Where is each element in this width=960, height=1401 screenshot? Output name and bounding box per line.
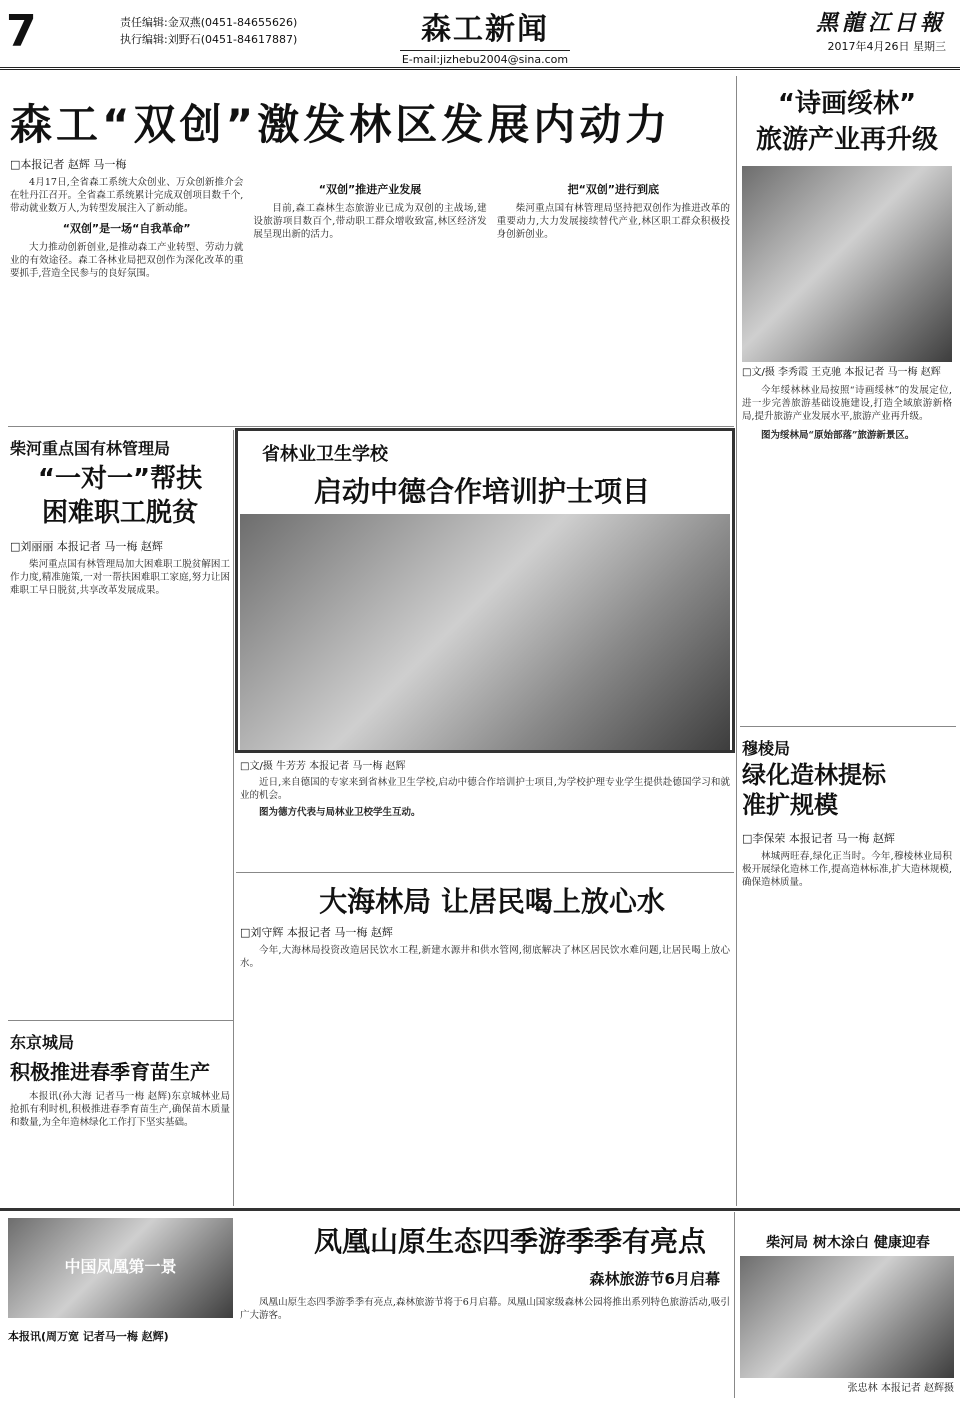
chaihe2-caption: 张忠林 本报记者 赵辉摄 bbox=[847, 1383, 954, 1394]
chaihe-headline-line-2: 困难职工脱贫 bbox=[41, 498, 198, 528]
main-col-2 bbox=[253, 176, 486, 280]
muling-kicker: 穆棱局 bbox=[742, 739, 791, 758]
fenghuang-subheadline: 森林旅游节6月启幕 bbox=[589, 1270, 720, 1288]
divider-fenghuang bbox=[734, 1212, 735, 1398]
fenghuang-body bbox=[240, 1296, 730, 1396]
muling-body bbox=[742, 826, 952, 1202]
editor-line-1: 责任编辑:金双燕(0451-84655626) bbox=[120, 16, 298, 29]
divider-poem bbox=[740, 726, 956, 727]
section-title-box bbox=[400, 4, 570, 66]
muling-headline bbox=[742, 760, 952, 820]
poem-headline bbox=[742, 86, 952, 158]
editor-line-2: 执行编辑:刘野石(0451-84617887) bbox=[120, 33, 298, 46]
masthead bbox=[0, 0, 960, 70]
dahai-body bbox=[240, 920, 730, 1200]
fenghuang-photo-banner: 中国凤凰第一景 bbox=[64, 1257, 177, 1276]
poem-photo bbox=[742, 166, 952, 362]
main-col-1 bbox=[10, 176, 243, 280]
dongjing-body bbox=[10, 1090, 230, 1202]
school-photo bbox=[240, 514, 730, 750]
main-col-3 bbox=[497, 176, 730, 280]
school-body bbox=[240, 776, 730, 868]
chaihe2-photo bbox=[740, 1256, 954, 1378]
chaihe2-headline: 柴河局 树木涂白 健康迎春 bbox=[766, 1235, 930, 1251]
divider-left-column bbox=[233, 430, 234, 1206]
dahai-headline: 大海林局 让居民喝上放心水 bbox=[319, 885, 665, 918]
chaihe-kicker: 柴河重点国有林管理局 bbox=[10, 439, 171, 458]
dahai-para: 今年,大海林局投资改造居民饮水工程,新建水源井和供水管网,彻底解决了林区居民饮水难问题,让居民喝上放心水。 bbox=[240, 945, 730, 969]
main-headline: 森工“双创”激发林区发展内动力 bbox=[10, 100, 672, 149]
poem-para: 今年绥林林业局按照“诗画绥林”的发展定位,进一步完善旅游基础设施建设,打造全域旅游新格局,提升旅游产业发展水平,旅游产业再升级。 bbox=[742, 385, 952, 422]
muling-headline-line-2: 准扩规模 bbox=[742, 791, 838, 819]
poem-photo-caption: □文/摄 李秀霞 王克驰 本报记者 马一梅 赵辉 bbox=[742, 367, 941, 378]
divider-school bbox=[236, 872, 734, 873]
fenghuang-body-left bbox=[8, 1324, 233, 1396]
main-columns bbox=[10, 176, 730, 280]
school-headline: 启动中德合作培训护士项目 bbox=[313, 475, 650, 508]
chaihe-headline-line-1: “一对一”帮扶 bbox=[37, 464, 203, 494]
main-para-2: 大力推动创新创业,是推动森工产业转型、劳动力就业的有效途径。森工各林业局把双创作为深化改革的重要抓手,营造全民参与的良好氛围。 bbox=[10, 242, 244, 279]
main-story-body bbox=[10, 152, 730, 422]
chaihe-headline bbox=[10, 462, 230, 530]
muling-para: 林城两旺春,绿化正当时。今年,穆棱林业局积极开展绿化造林工作,提高造林标准,扩大造林规模,确保造林质量。 bbox=[742, 851, 952, 888]
issue-date: 2017年4月26日 星期三 bbox=[827, 40, 946, 53]
fenghuang-photo bbox=[8, 1218, 233, 1318]
dongjing-para: 本报讯(孙大海 记者马一梅 赵辉)东京城林业局抢抓有利时机,积极推进春季育苗生产,确保苗木质量和数量,为全年造林绿化工作打下坚实基础。 bbox=[10, 1091, 230, 1128]
divider-chaihe bbox=[8, 1020, 234, 1021]
main-subhead-1: “双创”是一场“自我革命” bbox=[62, 222, 191, 235]
poem-photo-note: 图为绥林局“原始部落”旅游新景区。 bbox=[761, 430, 915, 441]
poem-headline-line-1: “诗画绥林” bbox=[777, 89, 917, 119]
dongjing-kicker: 东京城局 bbox=[10, 1033, 75, 1052]
school-photo-note: 图为德方代表与局林业卫校学生互动。 bbox=[259, 807, 421, 818]
divider-main bbox=[8, 426, 734, 427]
main-para-1: 4月17日,全省森工系统大众创业、万众创新推介会在牡丹江召开。全省森工系统累计完成双创项目数千个,带动就业数万人,为转型发展注入了新动能。 bbox=[10, 177, 244, 214]
school-para: 近日,来自德国的专家来到省林业卫生学校,启动中德合作培训护士项目,为学校护理专业学生提供赴德国学习和就业的机会。 bbox=[240, 777, 730, 801]
school-photo-caption: □文/摄 牛芳芳 本报记者 马一梅 赵辉 bbox=[240, 761, 406, 772]
page-number: 7 bbox=[6, 6, 35, 57]
section-email: E-mail:jizhebu2004@sina.com bbox=[400, 50, 570, 66]
main-byline: □本报记者 赵辉 马一梅 bbox=[10, 158, 127, 171]
chaihe-byline: □刘丽丽 本报记者 马一梅 赵辉 bbox=[10, 540, 163, 553]
section-name: 森工新闻 bbox=[421, 12, 549, 47]
main-para-4: 柴河重点国有林管理局坚持把双创作为推进改革的重要动力,大力发展接续替代产业,林区职工群众积极投身创新创业。 bbox=[496, 203, 730, 240]
fenghuang-byline: 本报讯(周万宽 记者马一梅 赵辉) bbox=[8, 1330, 169, 1343]
divider-right-column bbox=[736, 76, 737, 1206]
fenghuang-para: 凤凰山原生态四季游季季有亮点,森林旅游节将于6月启幕。凤凰山国家级森林公园将推出系列特色旅游活动,吸引广大游客。 bbox=[240, 1297, 730, 1321]
main-subhead-2: “双创”推进产业发展 bbox=[318, 183, 422, 196]
school-kicker: 省林业卫生学校 bbox=[262, 444, 388, 465]
dongjing-headline: 积极推进春季育苗生产 bbox=[10, 1060, 210, 1084]
fenghuang-headline: 凤凰山原生态四季游季季有亮点 bbox=[313, 1225, 706, 1258]
chaihe-para: 柴河重点国有林管理局加大困难职工脱贫解困工作力度,精准施策,一对一帮扶困难职工家庭,努力让困难职工早日脱贫,共享改革发展成果。 bbox=[10, 559, 230, 596]
muling-byline: □李保荣 本报记者 马一梅 赵辉 bbox=[742, 832, 895, 845]
main-subhead-3: 把“双创”进行到底 bbox=[567, 183, 660, 196]
muling-headline-line-1: 绿化造林提标 bbox=[742, 761, 886, 789]
dahai-byline: □刘守辉 本报记者 马一梅 赵辉 bbox=[240, 926, 393, 939]
poem-headline-line-2: 旅游产业再升级 bbox=[755, 125, 938, 155]
newspaper-name: 黑龍江日報 bbox=[815, 10, 946, 36]
main-para-3: 目前,森工森林生态旅游业已成为双创的主战场,建设旅游项目数百个,带动职工群众增收致富,林区经济发展呈现出新的活力。 bbox=[253, 203, 487, 240]
poem-body bbox=[742, 384, 952, 684]
chaihe-body bbox=[10, 534, 230, 1014]
editor-info bbox=[120, 14, 297, 48]
